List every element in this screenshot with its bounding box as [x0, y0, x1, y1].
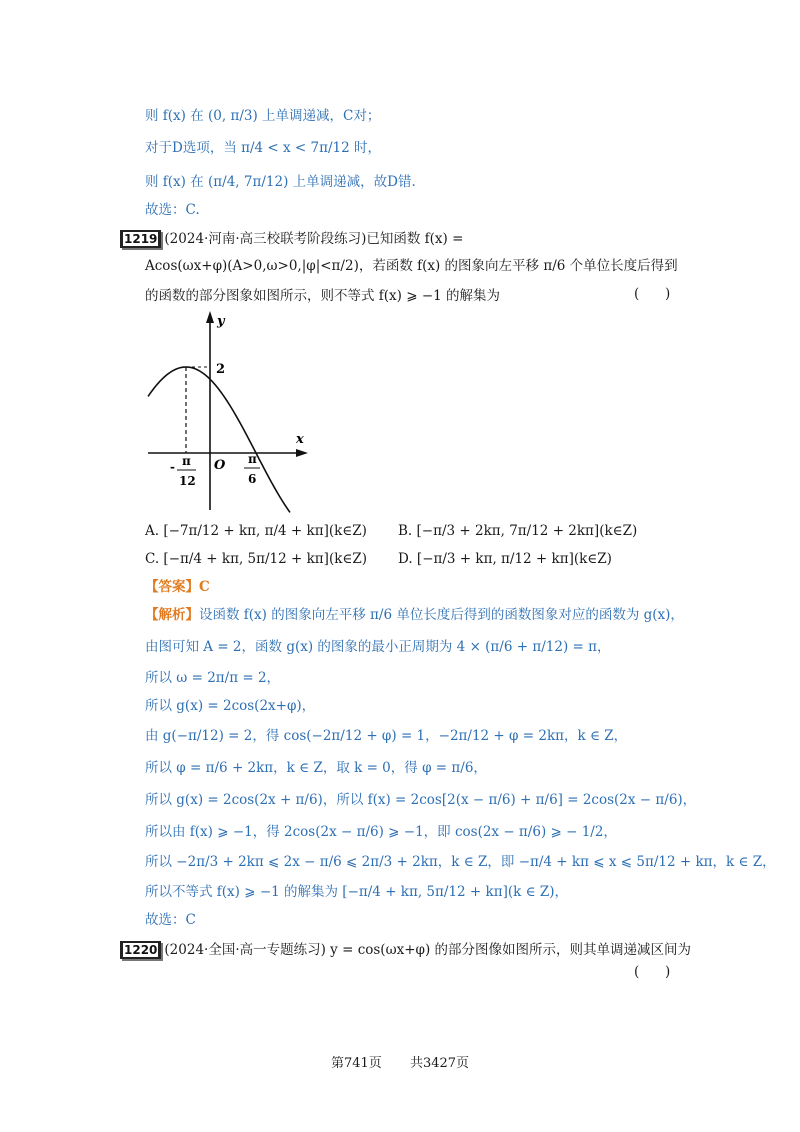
question-1220-line-1: [120, 940, 691, 960]
prev-solution-line-2: 对于D选项，当 π/4 < x < 7π/12 时，: [145, 140, 382, 156]
answer-line: [145, 577, 210, 597]
analysis-line-5: 由 g(−π/12) = 2，得 cos(−2π/12 + φ) = 1，−2π/12 + φ = 2kπ，k ∈ Z，: [145, 728, 628, 744]
prev-solution-line-4: 故选：C.: [145, 202, 200, 218]
option-d[interactable]: D. [−π/3 + kπ, π/12 + kπ](k∈Z): [398, 551, 612, 567]
x-axis-label: x: [296, 432, 304, 447]
six-label: 6: [248, 472, 257, 486]
answer-parentheses-1220: ( ): [634, 964, 671, 980]
answer-value: C: [199, 579, 210, 595]
question-1220-text: (2024·全国·高一专题练习) y = cos(ωx+φ) 的部分图像如图所示，则其单调递减区间为: [164, 942, 692, 958]
question-1219-source: (2024·河南·高三校联考阶段练习)已知函数 f(x) =: [164, 231, 464, 247]
neg-pi-label: π: [182, 454, 191, 468]
page-footer: [0, 1052, 800, 1071]
analysis-line-10: 所以不等式 f(x) ⩾ −1 的解集为 [−π/4 + kπ, 5π/12 + kπ](k ∈ Z)，: [145, 884, 569, 900]
analysis-line-9: 所以 −2π/3 + 2kπ ⩽ 2x − π/6 ⩽ 2π/3 + 2kπ，k ∈ Z，即 −π/4 + kπ ⩽ x ⩽ 5π/12 + kπ，k ∈ Z，: [145, 854, 776, 870]
page-number: 第741页: [330, 1056, 382, 1071]
pi-label: π: [248, 452, 257, 466]
option-c[interactable]: C. [−π/4 + kπ, 5π/12 + kπ](k∈Z): [145, 551, 368, 567]
answer-label: 【答案】: [145, 579, 199, 595]
neg-sign-label: -: [170, 460, 175, 474]
analysis-line-8: 所以由 f(x) ⩾ −1，得 2cos(2x − π/6) ⩾ −1，即 cos(2x − π/6) ⩾ − 1/2，: [145, 824, 617, 840]
analysis-line-7: 所以 g(x) = 2cos(2x + π/6)，所以 f(x) = 2cos[2(x − π/6) + π/6] = 2cos(2x − π/6)，: [145, 792, 697, 808]
analysis-label: 【解析】: [145, 607, 199, 623]
prev-solution-line-1: 则 f(x) 在 (0, π/3) 上单调递减，C对；: [145, 108, 381, 124]
option-b[interactable]: B. [−π/3 + 2kπ, 7π/12 + 2kπ](k∈Z): [398, 523, 638, 539]
analysis-line-2: 由图可知 A = 2，函数 g(x) 的图象的最小正周期为 4 × (π/6 + π/12) = π，: [145, 639, 611, 655]
y-axis-label: y: [217, 314, 225, 329]
question-1219-line-3: 的函数的部分图象如图所示，则不等式 f(x) ⩾ −1 的解集为: [145, 288, 501, 304]
question-number-badge: 1219: [120, 230, 161, 248]
max-value-label: 2: [216, 362, 226, 377]
analysis-line-3: 所以 ω = 2π/π = 2，: [145, 670, 281, 686]
function-graph: [140, 305, 320, 515]
option-a[interactable]: A. [−7π/12 + kπ, π/4 + kπ](k∈Z): [145, 523, 367, 539]
neg-12-label: 12: [179, 474, 196, 488]
analysis-line-6: 所以 φ = π/6 + 2kπ，k ∈ Z，取 k = 0，得 φ = π/6，: [145, 760, 487, 776]
analysis-line-1: 【解析】设函数 f(x) 的图象向左平移 π/6 单位长度后得到的函数图象对应的函数为 g(x)，: [145, 607, 684, 623]
page-total: 共3427页: [409, 1056, 470, 1071]
question-1219-line-2: Acos(ωx+φ)(A>0,ω>0,|φ|<π/2)，若函数 f(x) 的图象向左平移 π/6 个单位长度后得到: [145, 258, 678, 274]
analysis-line-4: 所以 g(x) = 2cos(2x+φ)，: [145, 698, 316, 714]
question-1219-line-1: [120, 229, 463, 249]
origin-label: O: [214, 458, 226, 473]
answer-parentheses: ( ): [634, 286, 671, 302]
analysis-line-11: 故选：C: [145, 912, 196, 928]
question-number-badge: 1220: [120, 941, 161, 959]
prev-solution-line-3: 则 f(x) 在 (π/4, 7π/12) 上单调递减，故D错.: [145, 174, 416, 190]
